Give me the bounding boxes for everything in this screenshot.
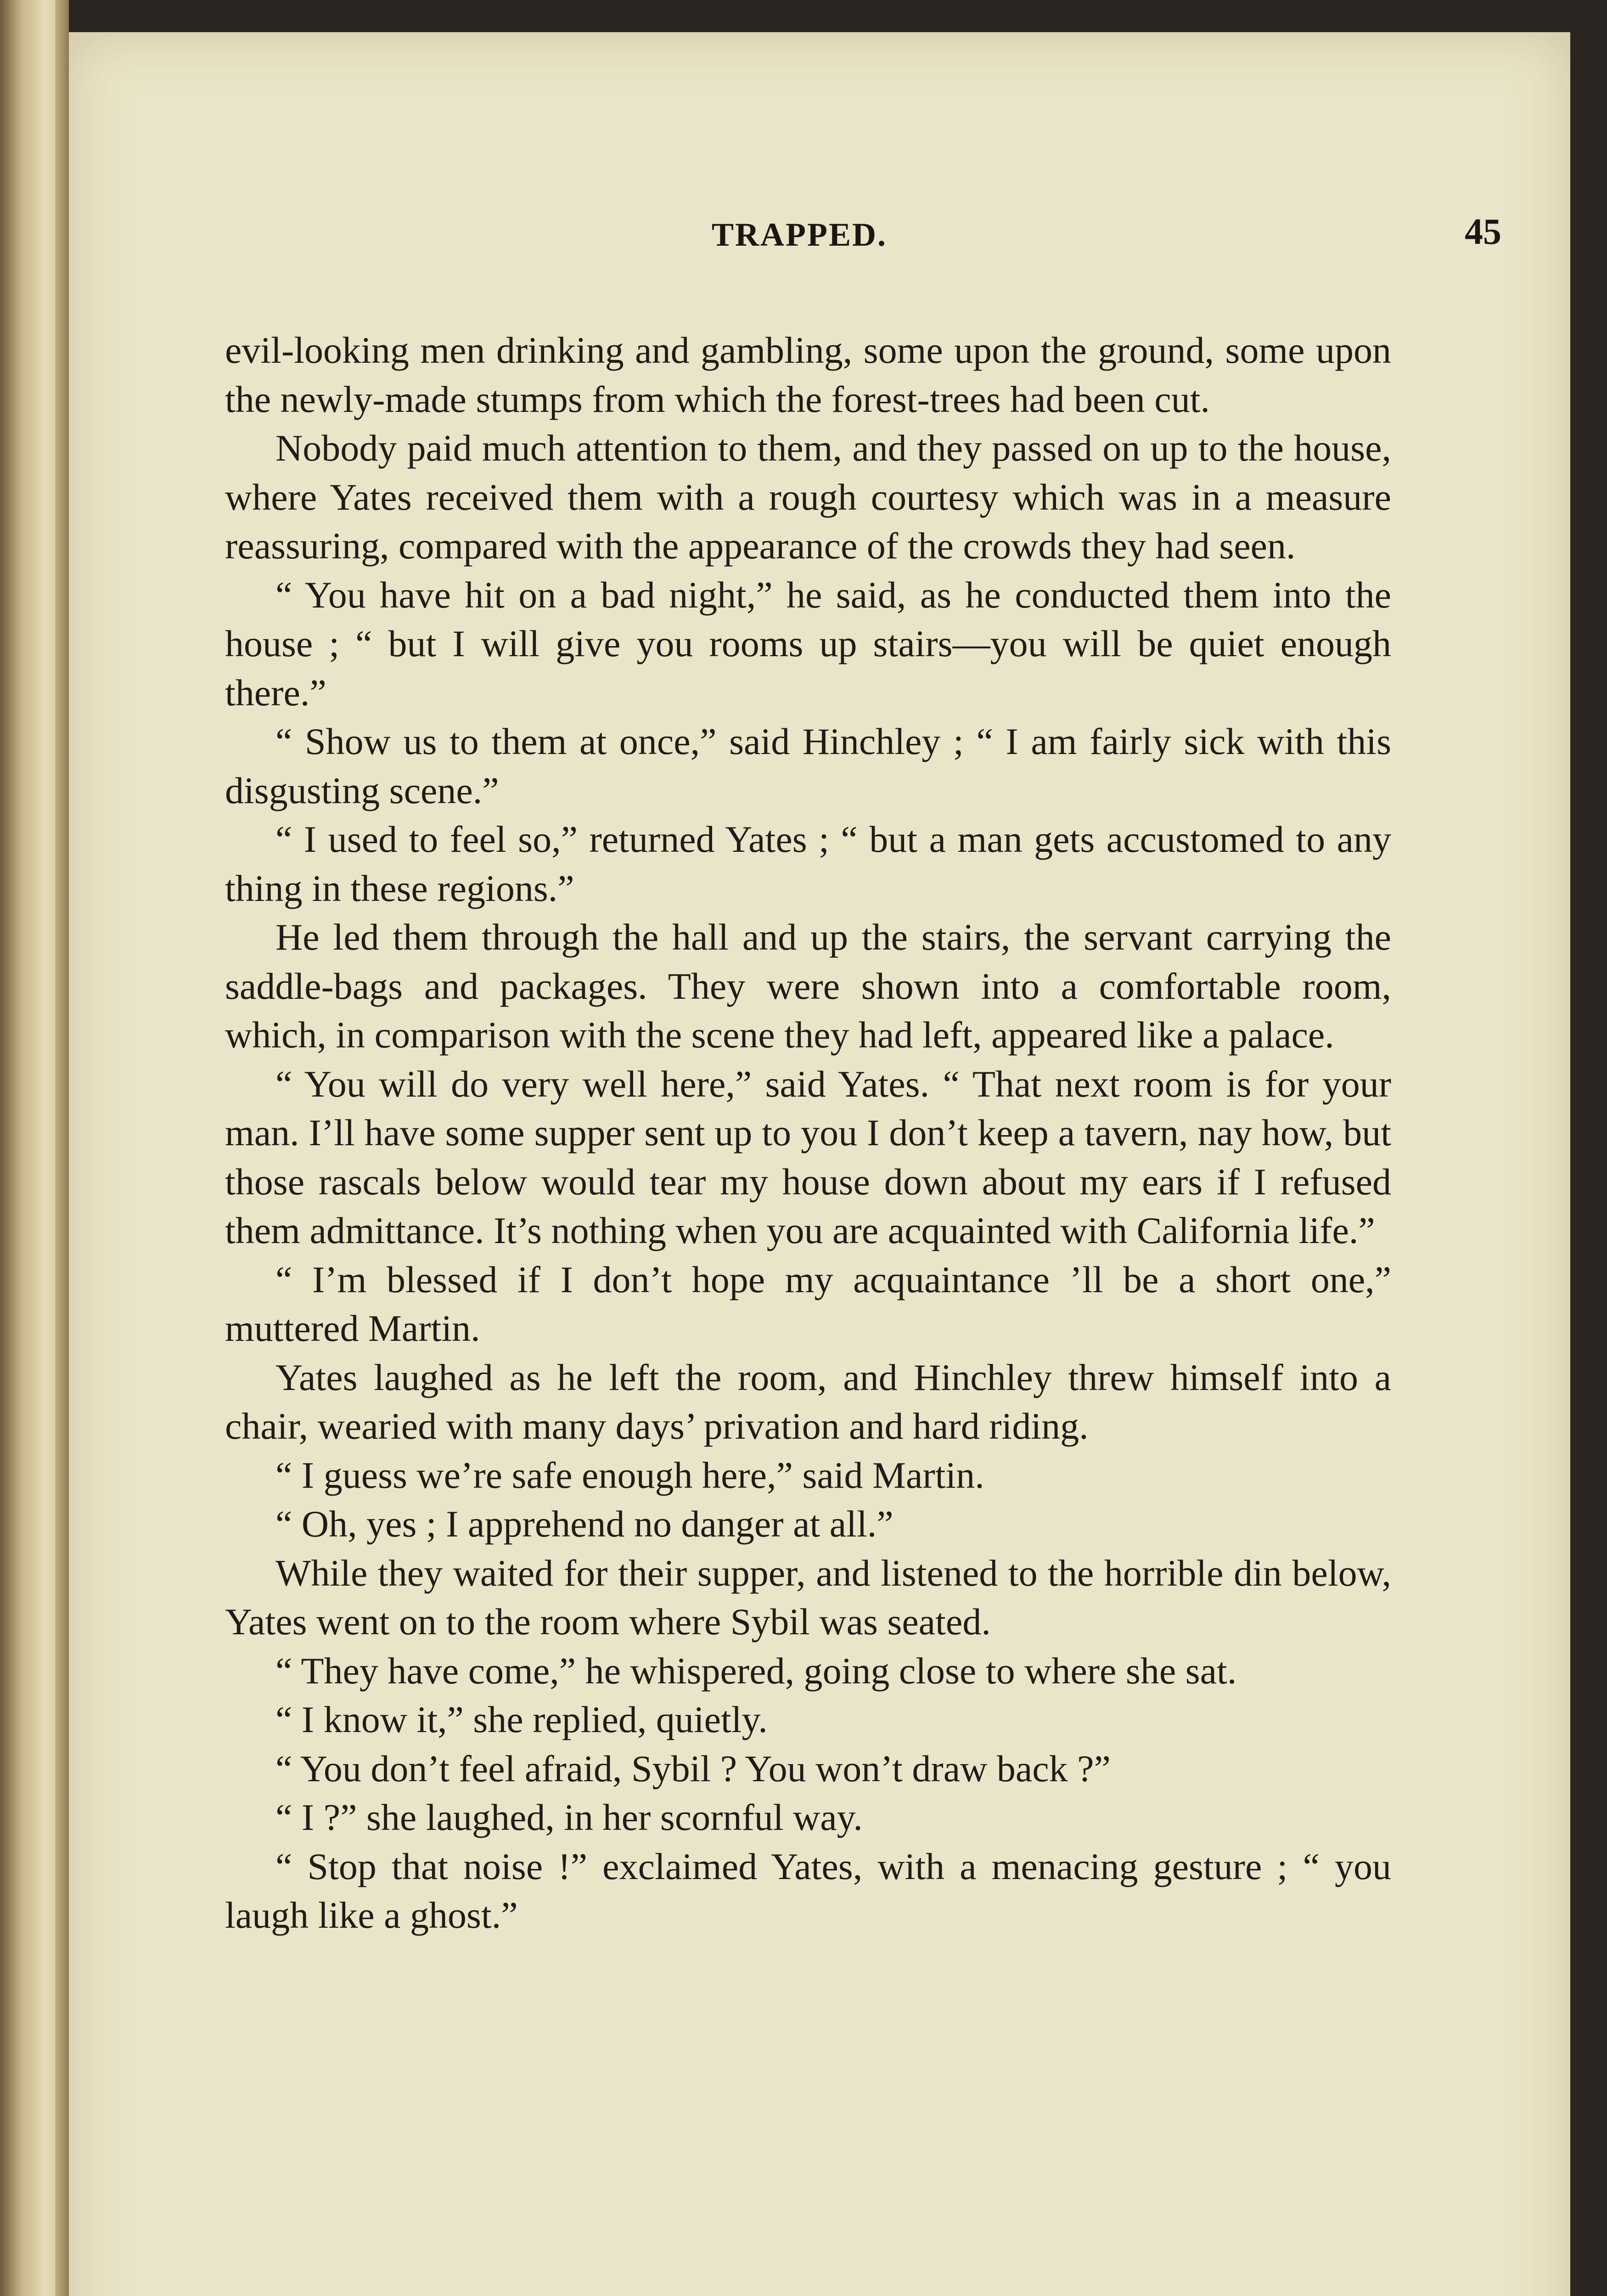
running-head: TRAPPED. [712,216,887,253]
page-header [69,212,1570,266]
paragraph: “ You don’t feel afraid, Sybil ? You won’t draw back ?” [275,1747,1111,1790]
paragraph: “ I used to feel so,” returned Yates ; “ but a man gets accustomed to any thing in these regions.” [225,818,1391,909]
paragraph: evil-looking men drinking and gambling, some upon the ground, some upon the newly-made stumps from which the forest-trees had been cut. [225,329,1391,420]
book-page [69,32,1570,2296]
paragraph: “ You will do very well here,” said Yates. “ That next room is for your man. I’ll have some supper sent up to you I don’t keep a tavern, nay how, but those rascals below would tear my house down about my ears if I refused them admittance. It’s nothing when you are acquainted with California life.” [225,1063,1391,1251]
paragraph: “ Show us to them at once,” said Hinchley ; “ I am fairly sick with this disgusting scene.” [225,720,1391,811]
paragraph: He led them through the hall and up the stairs, the servant carrying the saddle-bags and packages. They were shown into a comfortable room, which, in comparison with the scene they had left, appeared like a palace. [225,916,1391,1056]
page-number: 45 [1465,212,1501,252]
paragraph: “ I guess we’re safe enough here,” said Martin. [275,1454,984,1496]
paragraph: “ I’m blessed if I don’t hope my acquaintance ’ll be a short one,” muttered Martin. [225,1258,1391,1349]
paragraph: Yates laughed as he left the room, and Hinchley threw himself into a chair, wearied with many days’ privation and hard riding. [225,1356,1391,1447]
paragraph: “ You have hit on a bad night,” he said, as he conducted them into the house ; “ but I will give you rooms up stairs—you will be quiet enough there.” [225,574,1391,714]
paragraph: “ Stop that noise !” exclaimed Yates, with a menacing gesture ; “ you laugh like a ghost.” [225,1845,1391,1936]
paragraph: Nobody paid much attention to them, and they passed on up to the house, where Yates received them with a rough courtesy which was in a measure reassuring, compared with the appearance of the crowds they had seen. [225,427,1391,567]
paragraph: “ I ?” she laughed, in her scornful way. [275,1796,863,1838]
body-text [225,326,1391,1940]
paragraph: While they waited for their supper, and listened to the horrible din below, Yates went on to the room where Sybil was seated. [225,1552,1391,1643]
paragraph: “ Oh, yes ; I apprehend no danger at all.” [275,1503,893,1545]
book-spine [0,0,64,2296]
page-gutter [55,0,69,2296]
paragraph: “ I know it,” she replied, quietly. [275,1699,768,1740]
paragraph: “ They have come,” he whispered, going close to where she sat. [275,1649,1237,1692]
